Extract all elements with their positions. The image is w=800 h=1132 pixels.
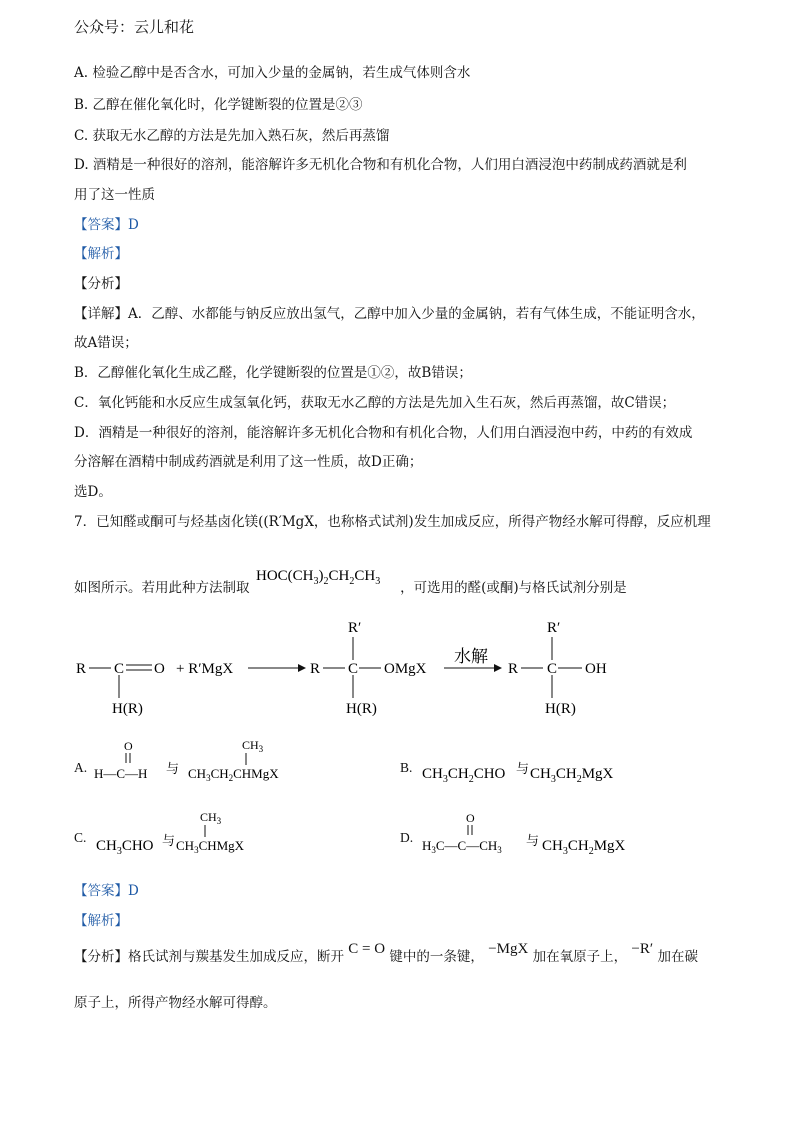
option-d-prev: D. 酒精是一种很好的溶剂，能溶解许多无机化合物和有机化合物，人们用白酒浸泡中药制成药酒就是利 bbox=[74, 157, 687, 173]
choice-c bbox=[90, 808, 320, 858]
detail-line-2: 故A错误； bbox=[74, 335, 138, 351]
detail-line-7: 选D。 bbox=[74, 484, 112, 500]
choice-a-yu: 与 bbox=[166, 761, 180, 776]
fenxi-mgx: −MgX bbox=[488, 941, 529, 957]
target-formula bbox=[254, 566, 396, 596]
account-header: 公众号：云儿和花 bbox=[74, 18, 195, 36]
detail-line-1: 【详解】A．乙醇、水都能与钠反应放出氢气，乙醇中加入少量的金属钠，若有气体生成，不能证明含水， bbox=[74, 306, 705, 322]
detail-line-3: B．乙醇催化氧化生成乙醛，化学键断裂的位置是①②，故B错误； bbox=[74, 365, 472, 381]
analysis-label-1: 【解析】 bbox=[74, 246, 128, 262]
svg-text:CH3CH2MgX: $CH_3CH_2MgX$ bbox=[542, 838, 626, 857]
choice-c-yu: 与 bbox=[162, 833, 176, 848]
scheme-c-3: C bbox=[547, 661, 558, 677]
scheme-rprime-1: R′ bbox=[348, 620, 362, 636]
scheme-h-r-3: H(R) bbox=[545, 701, 576, 717]
choice-d-yu: 与 bbox=[526, 833, 540, 848]
choice-d-label: D. bbox=[400, 830, 414, 845]
scheme-o: O bbox=[154, 661, 165, 677]
question-7-text-b: ，可选用的醛(或酮)与格氏试剂分别是 bbox=[400, 580, 627, 596]
fenxi-text-1: 【分析】格氏试剂与羰基发生加成反应，断开 bbox=[74, 949, 344, 965]
fenxi-text-2: 键中的一条键， bbox=[389, 949, 484, 965]
svg-text:CH3: $CH_3$ bbox=[242, 738, 264, 754]
scheme-h-r-1: H(R) bbox=[112, 701, 143, 717]
scheme-c-2: C bbox=[348, 661, 359, 677]
scheme-reagent: + R′MgX bbox=[176, 661, 234, 677]
svg-text:CH3CH2CHMgX: $CH_3CH_2CHMgX$ bbox=[188, 766, 279, 783]
choice-b bbox=[418, 756, 658, 786]
choice-b-yu: 与 bbox=[516, 761, 530, 776]
svg-text:CH3CH2CHO: $CH_3CH_2CHO$ bbox=[422, 766, 506, 785]
svg-text:HOC(CH3)2CH2CH3: $HOC(CH_3)_2CH_2CH_3$ bbox=[255, 568, 380, 587]
choice-d bbox=[418, 808, 658, 858]
choice-a bbox=[90, 736, 320, 786]
option-c-prev: C. 获取无水乙醇的方法是先加入熟石灰，然后再蒸馏 bbox=[74, 128, 390, 144]
svg-text:CH3CHO: $CH_3CHO$ bbox=[96, 838, 154, 857]
question-7-line-2 bbox=[74, 566, 627, 597]
fenxi-label-1: 【分析】 bbox=[74, 276, 128, 292]
choice-a-oxygen: O bbox=[124, 739, 133, 753]
detail-line-5: D．酒精是一种很好的溶剂，能溶解许多无机化合物和有机化合物，人们用白酒浸泡中药，中药的有效成 bbox=[74, 425, 693, 441]
choice-c-label: C. bbox=[74, 830, 87, 845]
detail-line-4: C．氧化钙能和水反应生成氢氧化钙，获取无水乙醇的方法是先加入生石灰，然后再蒸馏，故C错误； bbox=[74, 395, 676, 411]
svg-text:CH3CHMgX: $CH_3CHMgX$ bbox=[176, 838, 245, 855]
detail-line-6: 分溶解在酒精中制成药酒就是利用了这一性质，故D正确； bbox=[74, 454, 423, 470]
reaction-scheme bbox=[70, 612, 650, 724]
svg-text:CH3: $CH_3$ bbox=[200, 810, 222, 826]
option-d-prev-cont: 用了这一性质 bbox=[74, 187, 155, 203]
scheme-arrow-label: 水解 bbox=[454, 647, 488, 666]
svg-text:CH3CH2MgX: $CH_3CH_2MgX$ bbox=[530, 766, 614, 785]
fenxi-text-4: 加在碳 bbox=[657, 949, 698, 965]
svg-text:H3C—C—CH3: $H_3C—C—CH_3$ bbox=[422, 838, 502, 855]
fenxi-line-2: 原子上，所得产物经水解可得醇。 bbox=[74, 995, 277, 1011]
option-b-prev: B. 乙醇在催化氧化时，化学键断裂的位置是②③ bbox=[74, 97, 363, 113]
scheme-omgx: OMgX bbox=[384, 661, 427, 677]
scheme-r-3: R bbox=[508, 661, 519, 677]
choice-a-label: A. bbox=[74, 760, 88, 775]
scheme-h-r-2: H(R) bbox=[346, 701, 377, 717]
fenxi-co: C = O bbox=[348, 941, 386, 957]
scheme-r: R bbox=[76, 661, 87, 677]
fenxi-line-1 bbox=[74, 941, 698, 966]
choice-b-label: B. bbox=[400, 760, 413, 775]
fenxi-r: −R′ bbox=[631, 941, 654, 957]
question-7-line-1: 7．已知醛或酮可与烃基卤化镁((R′MgX，也称格式试剂)发生加成反应，所得产物经水解可得醇，反应机理 bbox=[74, 514, 711, 530]
scheme-c: C bbox=[114, 661, 125, 677]
scheme-rprime-2: R′ bbox=[547, 620, 561, 636]
answer-label-1: 【答案】D bbox=[74, 217, 139, 233]
analysis-label-2: 【解析】 bbox=[74, 913, 128, 929]
option-a-prev: A. 检验乙醇中是否含水，可加入少量的金属钠，若生成气体则含水 bbox=[74, 65, 471, 81]
question-7-text-a: 如图所示。若用此种方法制取 bbox=[74, 580, 250, 596]
choice-d-oxygen: O bbox=[466, 811, 475, 825]
scheme-oh: OH bbox=[585, 661, 607, 677]
scheme-r-2: R bbox=[310, 661, 321, 677]
fenxi-text-3: 加在氧原子上， bbox=[532, 949, 628, 965]
answer-label-2: 【答案】D bbox=[74, 883, 139, 899]
svg-text:H—C—H: H—C—H bbox=[94, 766, 148, 781]
